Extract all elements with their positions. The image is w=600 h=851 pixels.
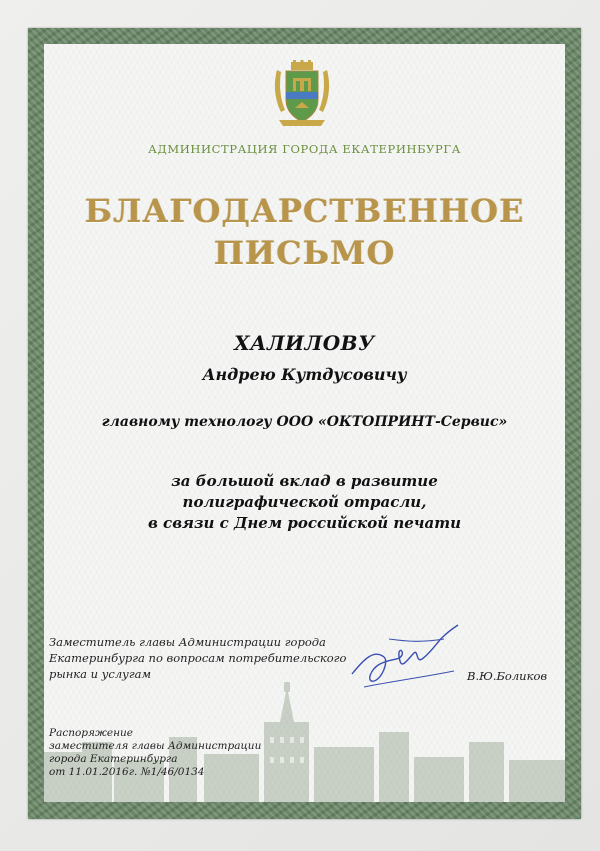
signatory-name: В.Ю.Боликов	[467, 669, 548, 683]
order-line-3: города Екатеринбурга	[49, 753, 178, 765]
signatory-line-2: Екатеринбурга по вопросам потребительского	[49, 651, 347, 665]
order-line-1: Распоряжение	[49, 727, 134, 739]
order-line-4: от 11.01.2016г. №1/46/0134	[49, 766, 205, 778]
award-reason	[44, 471, 565, 534]
order-line-2: заместителя главы Администрации	[49, 740, 262, 752]
reason-line-2: полиграфической отрасли,	[182, 493, 427, 511]
order-reference	[49, 727, 309, 779]
signatory-line-1: Заместитель главы Администрации города	[49, 635, 326, 649]
signatory-line-3: рынка и услугам	[49, 667, 152, 681]
recipient-position: главному технологу ООО «ОКТОПРИНТ-Сервис»	[101, 414, 508, 430]
administration-heading: АДМИНИСТРАЦИЯ ГОРОДА ЕКАТЕРИНБУРГА	[148, 142, 461, 156]
recipient-given-names: Андрею Кутдусовичу	[202, 365, 407, 384]
title-line-1: БЛАГОДАРСТВЕННОЕ	[84, 192, 525, 230]
recipient-surname: ХАЛИЛОВУ	[234, 331, 375, 355]
title-line-2: ПИСЬМО	[213, 234, 396, 272]
reason-line-1: за большой вклад в развитие	[171, 472, 438, 490]
signature-icon	[344, 619, 464, 694]
reason-line-3: в связи с Днем российской печати	[147, 514, 461, 532]
certificate-sheet	[44, 44, 565, 802]
coat-of-arms-icon	[271, 60, 333, 130]
signatory-title	[49, 634, 369, 682]
